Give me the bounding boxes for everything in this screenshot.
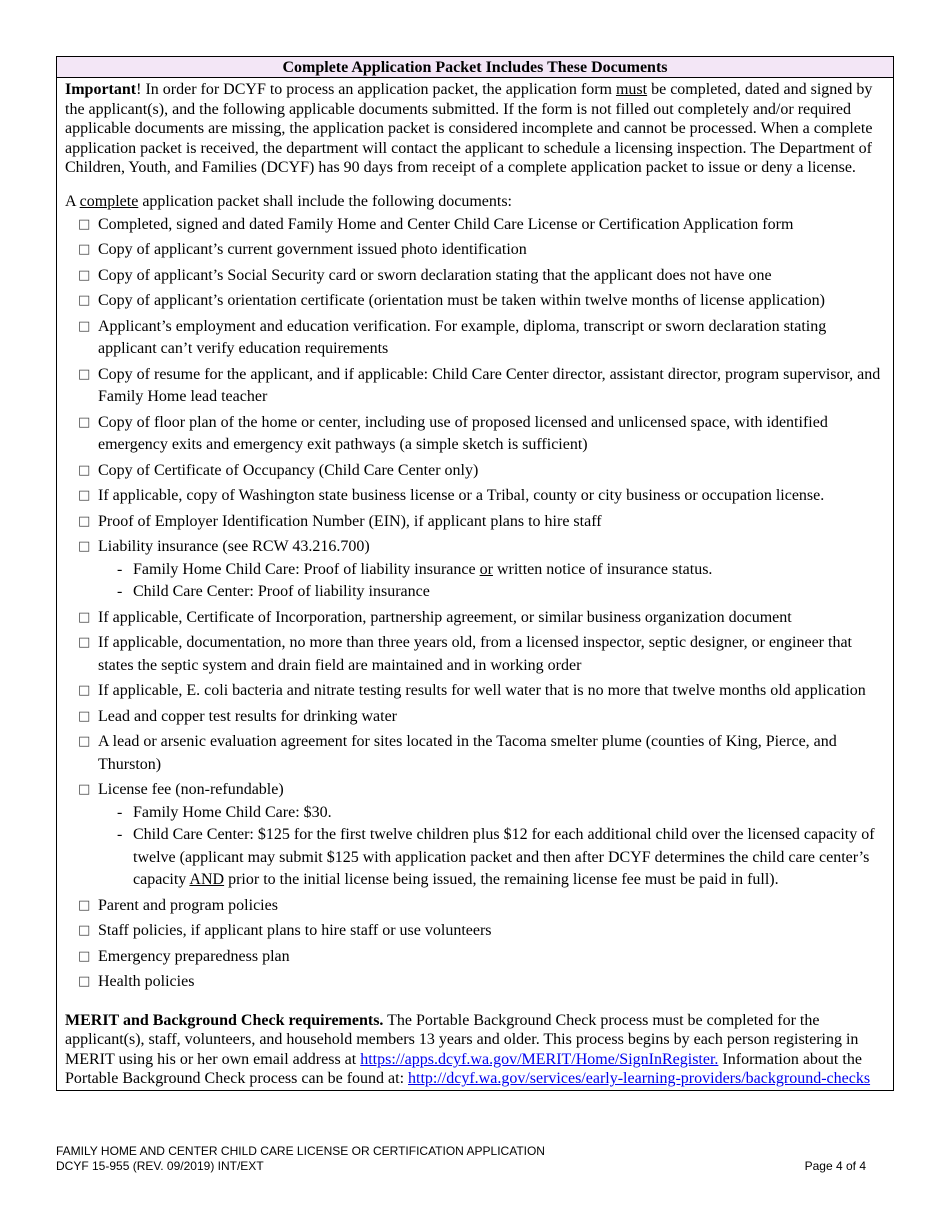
merit-heading: MERIT and Background Check requirements.	[65, 1011, 384, 1029]
checklist-item-liability: □ Liability insurance (see RCW 43.216.700) - Family Home Child Care: Proof of liability insurance or written notice of insurance status. - Child Care Center: Proof of liability insurance	[65, 536, 885, 604]
page-number: Page 4 of 4	[804, 1159, 866, 1173]
checkbox-icon[interactable]: □	[78, 513, 91, 529]
checkbox-icon[interactable]: □	[78, 948, 91, 964]
checklist-item: □ Copy of applicant’s Social Security card or sworn declaration stating that the applicant does not have one	[65, 265, 885, 288]
checkbox-icon[interactable]: □	[78, 462, 91, 478]
sub-item: - Family Home Child Care: $30.	[117, 803, 332, 821]
checklist-item: □ Copy of floor plan of the home or center, including use of proposed licensed and unlicensed space, with identified emergency exits and emergency exit pathways (a simple sketch is sufficient)	[78, 413, 828, 454]
page-footer	[56, 1144, 866, 1174]
sub-item: - Child Care Center: $125 for the first twelve children plus $12 for each additional child over the licensed capacity of twelve (applicant may submit $125 with application packet and then after DCYF determines the child care center’s capacity AND prior to the initial license being issued, the remaining license fee must be paid in full).	[117, 826, 875, 889]
checkbox-icon[interactable]: □	[78, 366, 91, 382]
checkbox-icon[interactable]: □	[78, 635, 91, 651]
checkbox-icon[interactable]: □	[78, 782, 91, 798]
checkbox-icon[interactable]: □	[78, 609, 91, 625]
checklist-item: □ If applicable, Certificate of Incorporation, partnership agreement, or similar business organization document	[65, 607, 885, 630]
checkbox-icon[interactable]: □	[78, 897, 91, 913]
box-body	[57, 78, 893, 1090]
checkbox-icon[interactable]: □	[78, 539, 91, 555]
application-packet-box	[56, 56, 894, 1091]
checklist-item: □ Completed, signed and dated Family Home and Center Child Care License or Certification Application form	[65, 214, 885, 237]
checkbox-icon[interactable]: □	[78, 708, 91, 724]
checklist-item: □ Emergency preparedness plan	[65, 946, 885, 969]
checkbox-icon[interactable]: □	[78, 923, 91, 939]
checklist-item: □ If applicable, copy of Washington state business license or a Tribal, county or city business or occupation license.	[65, 485, 885, 508]
checklist-item: □ Staff policies, if applicant plans to hire staff or use volunteers	[65, 920, 885, 943]
document-checklist	[65, 214, 885, 994]
checklist-item: □ Proof of Employer Identification Number (EIN), if applicant plans to hire staff	[65, 511, 885, 534]
checkbox-icon[interactable]: □	[78, 734, 91, 750]
checkbox-icon[interactable]: □	[78, 267, 91, 283]
form-number: DCYF 15-955 (REV. 09/2019) INT/EXT	[56, 1159, 264, 1173]
merit-signin-link[interactable]: https://apps.dcyf.wa.gov/MERIT/Home/SignInRegister.	[360, 1050, 719, 1068]
checkbox-icon[interactable]: □	[78, 318, 91, 334]
box-header: Complete Application Packet Includes These Documents	[57, 57, 893, 78]
list-intro: A complete application packet shall include the following documents:	[65, 192, 512, 210]
checklist-item: □ Copy of applicant’s current government issued photo identification	[65, 239, 885, 262]
form-title: FAMILY HOME AND CENTER CHILD CARE LICENSE OR CERTIFICATION APPLICATION	[56, 1144, 545, 1158]
checkbox-icon[interactable]: □	[78, 216, 91, 232]
checklist-item: □ Lead and copper test results for drinking water	[65, 706, 885, 729]
checklist-item: □ Parent and program policies	[65, 895, 885, 918]
license-fee-sublist	[98, 802, 885, 892]
important-label: Important	[65, 81, 137, 98]
checklist-item: □ Applicant’s employment and education verification. For example, diploma, transcript or sworn declaration stating applicant can’t verify education requirements	[78, 317, 827, 358]
checklist-item: □ A lead or arsenic evaluation agreement for sites located in the Tacoma smelter plume (counties of King, Pierce, and Thurston)	[78, 733, 837, 773]
merit-paragraph: MERIT and Background Check requirements. The Portable Background Check process must be completed for the applicant(s), staff, volunteers, and household members 13 years and older. This process begins by each person registering in MERIT using his or her own email address at https://apps.dcyf.wa.gov/MERIT/Home/SignInRegister. Information about the Portable Background Check process can be found at: http://dcyf.wa.gov/services/early-learning-providers/background-checks	[65, 1011, 871, 1088]
background-checks-link[interactable]: http://dcyf.wa.gov/services/early-learning-providers/background-checks	[408, 1070, 871, 1088]
sub-item: - Family Home Child Care: Proof of liability insurance or written notice of insurance status.	[117, 560, 713, 578]
checkbox-icon[interactable]: □	[78, 974, 91, 990]
checklist-item: □ Copy of Certificate of Occupancy (Child Care Center only)	[65, 460, 885, 483]
important-paragraph: Important! In order for DCYF to process an application packet, the application form must be completed, dated and signed by the applicant(s), and the following applicable documents submitted. If the form is not filled out completely and/or required applicable documents are missing, the application packet is considered incomplete and cannot be processed. When a complete application packet is received, the department will contact the applicant to schedule a licensing inspection. The Department of Children, Youth, and Families (DCYF) has 90 days from receipt of a complete application packet to issue or deny a license.	[65, 81, 873, 177]
liability-sublist	[98, 559, 885, 604]
checklist-item: □ If applicable, documentation, no more than three years old, from a licensed inspector, septic designer, or engineer that states the septic system and drain field are maintained and in working order	[78, 634, 852, 674]
checklist-item: □ Copy of resume for the applicant, and if applicable: Child Care Center director, assistant director, program supervisor, and Family Home lead teacher	[78, 365, 881, 406]
checkbox-icon[interactable]: □	[78, 242, 91, 258]
checklist-item: □ Copy of applicant’s orientation certificate (orientation must be taken within twelve months of license application)	[65, 290, 885, 313]
checklist-item: □ If applicable, E. coli bacteria and nitrate testing results for well water that is no more that twelve months old application	[65, 680, 885, 703]
checkbox-icon[interactable]: □	[78, 293, 91, 309]
checklist-item: □ Health policies	[65, 971, 885, 994]
checkbox-icon[interactable]: □	[78, 683, 91, 699]
checklist-item-license-fee: □ License fee (non-refundable) - Family Home Child Care: $30. - Child Care Center: $125 for the first twelve children plus $12 for each additional child over the licensed capacity of twelve (applicant may submit $125 with application packet and then after DCYF determines the child care center’s capacity AND prior to the initial license being issued, the remaining license fee must be paid in full).	[65, 779, 885, 892]
sub-item: - Child Care Center: Proof of liability insurance	[117, 583, 430, 601]
checkbox-icon[interactable]: □	[78, 488, 91, 504]
checkbox-icon[interactable]: □	[78, 414, 91, 430]
